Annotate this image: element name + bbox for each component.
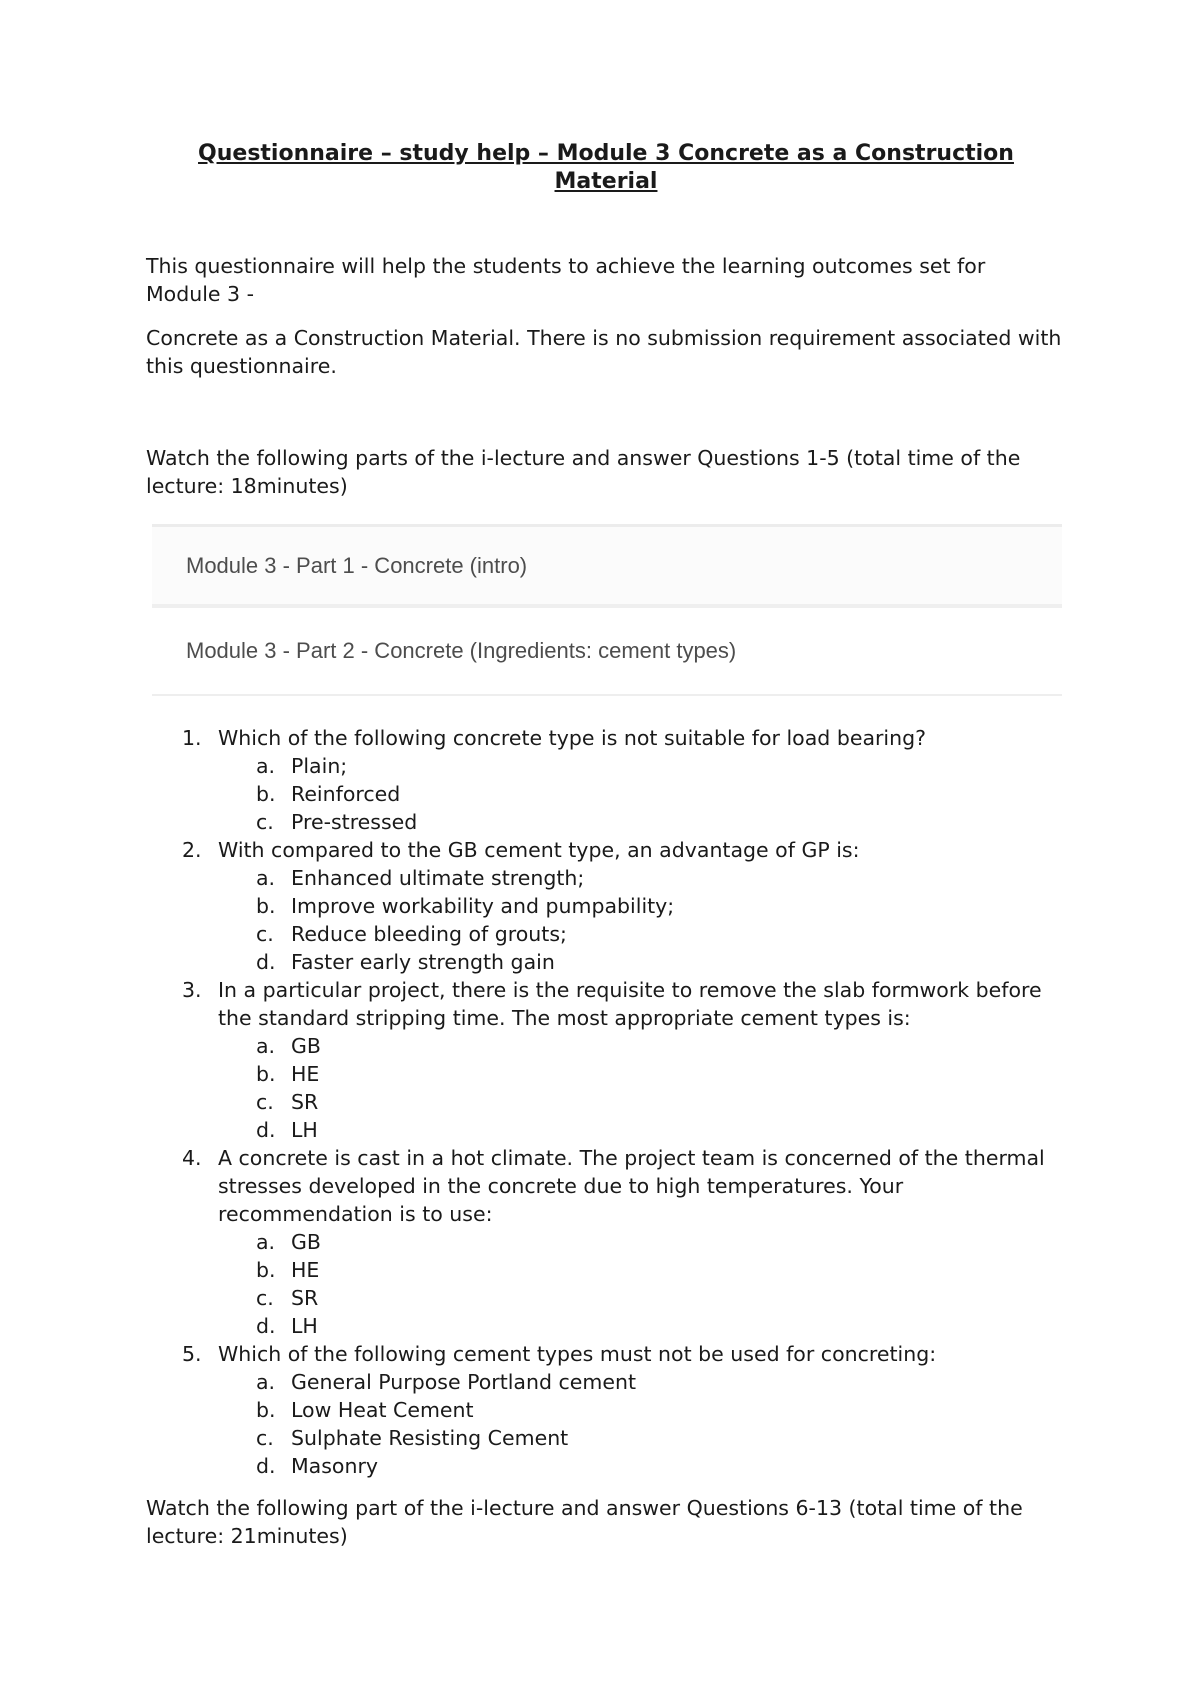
- option-text: SR: [291, 1090, 319, 1114]
- option-letter: b.: [256, 1398, 276, 1422]
- option-item: [146, 1228, 1066, 1256]
- option-letter: a.: [256, 1230, 276, 1254]
- intro-paragraph-1: This questionnaire will help the students to achieve the learning outcomes set for Module 3 -: [146, 254, 986, 306]
- option-text: GB: [291, 1230, 321, 1254]
- option-text: Sulphate Resisting Cement: [291, 1426, 569, 1450]
- option-letter: b.: [256, 1062, 276, 1086]
- option-letter: d.: [256, 950, 276, 974]
- option-text: Plain;: [291, 754, 348, 778]
- lecture-item-part-1[interactable]: Module 3 - Part 1 - Concrete (intro): [152, 524, 1062, 608]
- option-item: [146, 1032, 1066, 1060]
- question-number: 3.: [182, 978, 202, 1002]
- option-text: HE: [291, 1062, 320, 1086]
- option-letter: d.: [256, 1314, 276, 1338]
- title-line-1: Questionnaire – study help – Module 3 Concrete as a Construction: [198, 141, 1014, 166]
- option-item: [146, 948, 1066, 976]
- option-text: SR: [291, 1286, 319, 1310]
- option-item: [146, 1284, 1066, 1312]
- option-text: LH: [291, 1118, 318, 1142]
- option-letter: d.: [256, 1118, 276, 1142]
- option-item: [146, 1116, 1066, 1144]
- option-item: [146, 1312, 1066, 1340]
- option-letter: b.: [256, 894, 276, 918]
- document-title: [146, 140, 1066, 196]
- option-letter: c.: [256, 810, 274, 834]
- intro-paragraph-2: Concrete as a Construction Material. There is no submission requirement associated with this questionnaire.: [146, 326, 1062, 378]
- option-text: HE: [291, 1258, 320, 1282]
- option-text: GB: [291, 1034, 321, 1058]
- option-item: [146, 808, 1066, 836]
- option-item: [146, 920, 1066, 948]
- option-text: Reinforced: [291, 782, 401, 806]
- watch-instruction-2: Watch the following part of the i-lecture and answer Questions 6-13 (total time of the lecture: 21minutes): [146, 1496, 1023, 1548]
- option-letter: a.: [256, 1370, 276, 1394]
- option-letter: c.: [256, 922, 274, 946]
- option-item: [146, 892, 1066, 920]
- option-item: [146, 752, 1066, 780]
- option-item: [146, 864, 1066, 892]
- lecture-list: [152, 524, 1062, 696]
- option-item: [146, 1424, 1066, 1452]
- question-text: Which of the following concrete type is not suitable for load bearing?: [218, 726, 927, 750]
- option-letter: b.: [256, 1258, 276, 1282]
- option-letter: b.: [256, 782, 276, 806]
- option-letter: a.: [256, 866, 276, 890]
- option-item: [146, 780, 1066, 808]
- question-number: 1.: [182, 726, 202, 750]
- option-letter: a.: [256, 754, 276, 778]
- question-number: 4.: [182, 1146, 202, 1170]
- option-text: LH: [291, 1314, 318, 1338]
- question-4: [146, 1144, 1066, 1228]
- option-item: [146, 1256, 1066, 1284]
- option-text: Enhanced ultimate strength;: [291, 866, 585, 890]
- question-text: Which of the following cement types must not be used for concreting:: [218, 1342, 937, 1366]
- option-item: [146, 1452, 1066, 1480]
- watch-instruction-1: Watch the following parts of the i-lecture and answer Questions 1-5 (total time of the lecture: 18minutes): [146, 446, 1021, 498]
- option-letter: a.: [256, 1034, 276, 1058]
- option-text: Low Heat Cement: [291, 1398, 474, 1422]
- question-3: [146, 976, 1066, 1032]
- option-item: [146, 1368, 1066, 1396]
- option-item: [146, 1060, 1066, 1088]
- option-text: Pre-stressed: [291, 810, 418, 834]
- option-letter: c.: [256, 1090, 274, 1114]
- option-text: Faster early strength gain: [291, 950, 555, 974]
- question-list: [146, 724, 1066, 1480]
- lecture-item-part-2[interactable]: Module 3 - Part 2 - Concrete (Ingredients: cement types): [152, 608, 1062, 696]
- option-item: [146, 1088, 1066, 1116]
- title-line-2: Material: [554, 169, 658, 194]
- question-text: In a particular project, there is the requisite to remove the slab formwork before the standard stripping time. The most appropriate cement types is:: [218, 978, 1042, 1030]
- option-item: [146, 1396, 1066, 1424]
- option-text: Improve workability and pumpability;: [291, 894, 675, 918]
- question-number: 5.: [182, 1342, 202, 1366]
- question-5: [146, 1340, 1066, 1368]
- document-page: [146, 140, 1066, 1550]
- question-text: A concrete is cast in a hot climate. The project team is concerned of the thermal stresses developed in the concrete due to high temperatures. Your recommendation is to use:: [218, 1146, 1045, 1226]
- question-2: [146, 836, 1066, 864]
- question-text: With compared to the GB cement type, an advantage of GP is:: [218, 838, 860, 862]
- question-1: [146, 724, 1066, 752]
- option-letter: d.: [256, 1454, 276, 1478]
- option-text: Masonry: [291, 1454, 379, 1478]
- option-letter: c.: [256, 1286, 274, 1310]
- option-text: Reduce bleeding of grouts;: [291, 922, 567, 946]
- option-text: General Purpose Portland cement: [291, 1370, 637, 1394]
- option-letter: c.: [256, 1426, 274, 1450]
- question-number: 2.: [182, 838, 202, 862]
